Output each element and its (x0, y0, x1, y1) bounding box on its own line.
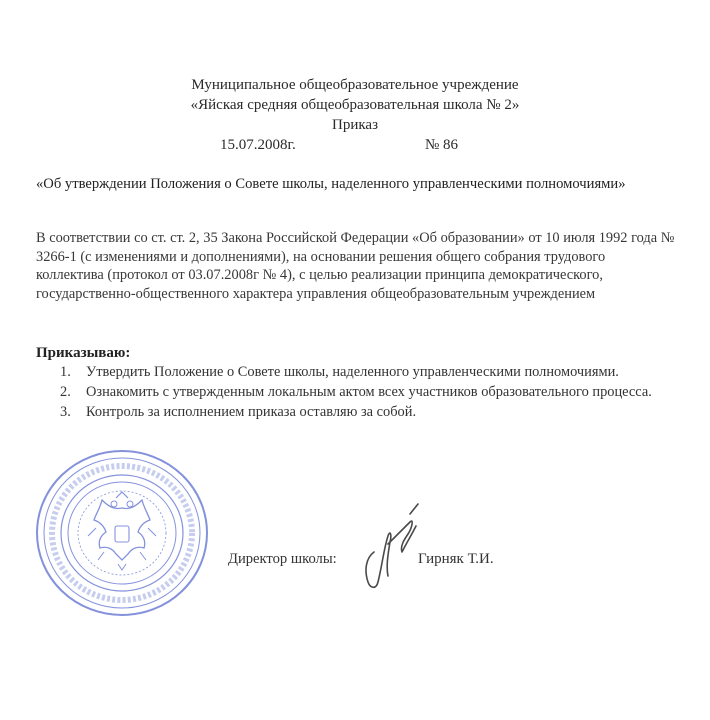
director-name: Гирняк Т.И. (418, 551, 494, 567)
order-label: Приказываю: (36, 345, 131, 361)
order-basis: В соответствии со ст. ст. 2, 35 Закона Российской Федерации «Об образовании» от 10 июля 1992 года № 3266-1 (с изменениями и дополнениями), на основании решения общего собрания трудового коллектива (протокол от 03.07.2008г № 4), с целью реализации принципа демократического, государственно-общественного характера управления общеобразовательным учреждением (36, 230, 675, 302)
director-signature (352, 500, 437, 595)
list-item (36, 383, 676, 401)
item-text: Контроль за исполнением приказа оставляю за собой. (86, 404, 417, 420)
list-item (36, 363, 676, 381)
order-items (36, 363, 676, 423)
list-item (36, 403, 676, 421)
item-number: 3. (60, 404, 71, 420)
director-label: Директор школы: (228, 551, 337, 567)
order-date: 15.07.2008г. (220, 137, 296, 153)
item-text: Утвердить Положение о Совете школы, наделенного управленческими полномочиями. (86, 364, 619, 380)
document-type: Приказ (331, 117, 378, 133)
item-text: Ознакомить с утвержденным локальным актом всех участников образовательного процесса. (86, 384, 652, 400)
item-number: 1. (60, 364, 71, 380)
order-subject: «Об утверждении Положения о Совете школы, наделенного управленческими полномочиями» (36, 176, 626, 192)
item-number: 2. (60, 384, 71, 400)
institution-name: Муниципальное общеобразовательное учреждение (191, 77, 519, 93)
official-seal (34, 448, 210, 618)
order-number: № 86 (425, 137, 459, 153)
school-name: «Яйская средняя общеобразовательная школа № 2» (190, 97, 520, 113)
